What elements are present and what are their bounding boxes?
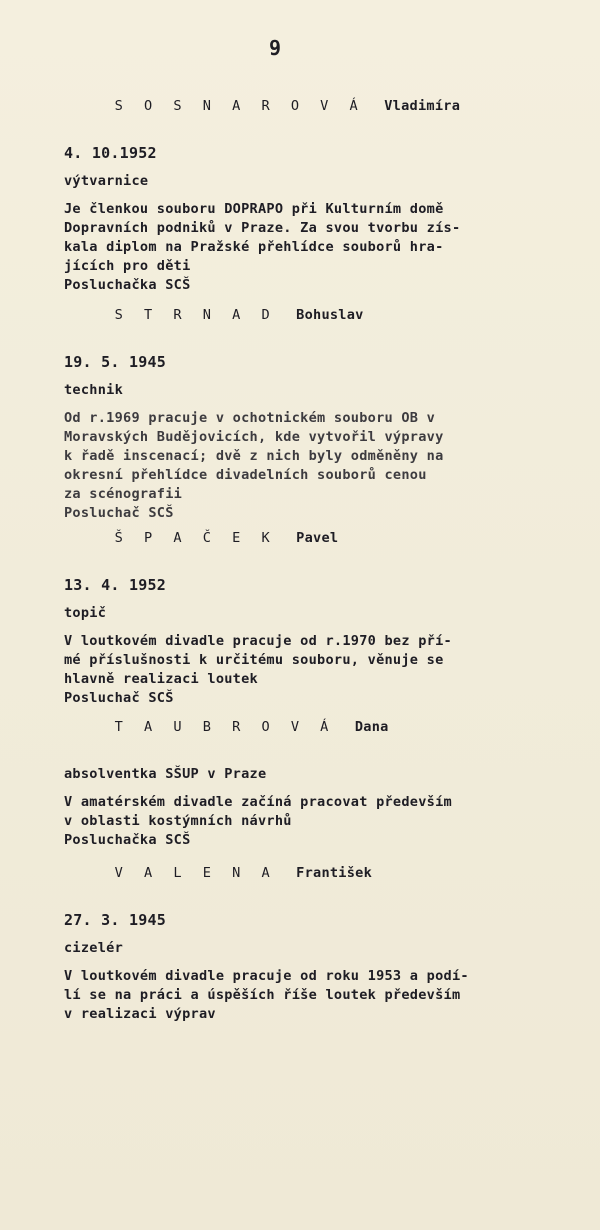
entry-sosnarova	[64, 78, 534, 295]
entry-surname: V A L E N A	[114, 865, 277, 881]
entry-name-line	[64, 510, 534, 567]
entry-birth-date: 19. 5. 1945	[64, 353, 167, 371]
entry-name-line	[64, 699, 534, 756]
entry-text-line: mé příslušnosti k určitému souboru, věnuje se	[64, 652, 444, 668]
entry-occupation: technik	[64, 382, 124, 398]
entry-given-name: Pavel	[296, 530, 339, 546]
entry-surname: S T R N A D	[114, 307, 277, 323]
entry-text-line: V amatérském divadle začíná pracovat především	[64, 794, 452, 810]
entry-surname: T A U B R O V Á	[114, 719, 335, 735]
entry-occupation: výtvarnice	[64, 173, 149, 189]
entry-given-name: Bohuslav	[296, 307, 364, 323]
entry-text-line: kala diplom na Pražské přehlídce souborů hra-	[64, 239, 444, 255]
entry-occupation: absolventka SŠUP v Praze	[64, 766, 267, 782]
entry-surname: S O S N A R O V Á	[114, 98, 365, 114]
entry-given-name: Vladimíra	[384, 98, 461, 114]
entry-text-line: lí se na práci a úspěších říše loutek především	[64, 987, 461, 1003]
entry-text-line: Od r.1969 pracuje v ochotnickém souboru OB v	[64, 410, 436, 426]
entry-text-line: v realizaci výprav	[64, 1006, 216, 1022]
entry-text	[64, 793, 534, 850]
entry-text-line: Posluchač SCŠ	[64, 690, 174, 706]
entry-text-line: Moravských Budějovicích, kde vytvořil výpravy	[64, 429, 444, 445]
entry-name-line	[64, 287, 534, 344]
entry-name-line	[64, 845, 534, 902]
entry-text-line: k řadě inscenací; dvě z nich byly odměněny na	[64, 448, 444, 464]
entry-text-line: V loutkovém divadle pracuje od r.1970 bez pří-	[64, 633, 452, 649]
entry-name-line	[64, 78, 534, 135]
entry-text-line: za scénografii	[64, 486, 183, 502]
entry-text	[64, 409, 534, 523]
entry-text	[64, 967, 534, 1024]
entry-text-line: Je členkou souboru DOPRAPO při Kulturním domě	[64, 201, 444, 217]
page-number: 9	[269, 36, 282, 60]
entry-text-line: Posluchač SCŠ	[64, 505, 174, 521]
entry-surname: Š P A Č E K	[114, 530, 277, 546]
entry-birth-date: 13. 4. 1952	[64, 576, 167, 594]
entry-text-line: v oblasti kostýmních návrhů	[64, 813, 292, 829]
entry-text-line: V loutkovém divadle pracuje od roku 1953 a podí-	[64, 968, 469, 984]
entry-text-line: Posluchačka SCŠ	[64, 832, 191, 848]
entry-strnad	[64, 287, 534, 523]
entry-text-line: hlavně realizaci loutek	[64, 671, 258, 687]
entry-text-line: Posluchačka SCŠ	[64, 277, 191, 293]
entry-occupation: cizelér	[64, 940, 124, 956]
entry-taubrova	[64, 699, 534, 850]
entry-birth-date: 4. 10.1952	[64, 144, 157, 162]
entry-text	[64, 632, 534, 708]
entry-given-name: František	[296, 865, 373, 881]
entry-text-line: Dopravních podniků v Praze. Za svou tvorbu zís-	[64, 220, 461, 236]
entry-text-line: jících pro děti	[64, 258, 191, 274]
entry-occupation: topič	[64, 605, 107, 621]
entry-text	[64, 200, 534, 295]
entry-spacek	[64, 510, 534, 708]
entry-given-name: Dana	[354, 719, 389, 735]
entry-valena	[64, 845, 534, 1024]
entry-birth-date: 27. 3. 1945	[64, 911, 167, 929]
entry-text-line: okresní přehlídce divadelních souborů cenou	[64, 467, 427, 483]
